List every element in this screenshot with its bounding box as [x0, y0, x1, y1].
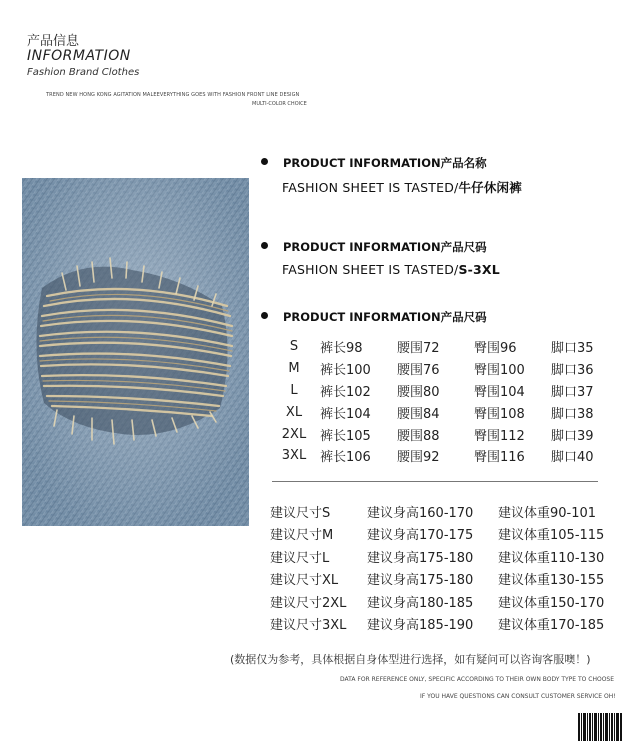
rec-weight: 建议体重105-115 [498, 528, 605, 544]
rec-height: 建议身高175-180 [367, 573, 474, 589]
rec-size: 建议尺寸XL [270, 573, 339, 589]
rec-height: 建议身高160-170 [367, 505, 474, 521]
service-note: IF YOU HAVE QUESTIONS CAN CONSULT CUSTOMER SERVICE OH! [420, 693, 616, 700]
table-row [268, 445, 611, 467]
size-label: M [288, 361, 300, 377]
length-cell: 裤长100 [320, 363, 371, 379]
rec-height: 建议身高180-185 [367, 595, 474, 611]
divider [272, 481, 598, 482]
waist-cell: 腰围92 [397, 450, 440, 466]
waist-cell: 腰围72 [397, 341, 440, 357]
table-row [270, 568, 618, 591]
header-title-en: INFORMATION [27, 48, 131, 64]
table-row [268, 358, 611, 380]
bullet-dot [261, 158, 268, 165]
table-row [270, 523, 618, 546]
length-cell: 裤长98 [320, 341, 363, 357]
hip-cell: 臀围112 [474, 428, 525, 444]
hem-cell: 脚口40 [551, 450, 594, 466]
header-tagline-2: MULTI-COLOR CHOICE [252, 101, 307, 107]
recommendation-table [270, 500, 618, 635]
table-row [270, 613, 618, 636]
hip-cell: 臀围96 [474, 341, 517, 357]
ripped-denim-photo [22, 178, 249, 526]
waist-cell: 腰围84 [397, 406, 440, 422]
product-size-heading: PRODUCT INFORMATION产品尺码 [283, 240, 487, 254]
size-label: L [290, 382, 298, 398]
rec-size: 建议尺寸L [270, 550, 330, 566]
length-cell: 裤长105 [320, 428, 371, 444]
table-row [268, 380, 611, 402]
bullet-dot [261, 312, 268, 319]
size-table [268, 336, 611, 467]
waist-cell: 腰围80 [397, 384, 440, 400]
length-cell: 裤长102 [320, 384, 371, 400]
rec-size: 建议尺寸S [270, 505, 331, 521]
rec-weight: 建议体重170-185 [498, 618, 605, 634]
bullet-dot [261, 242, 268, 249]
disclaimer-cn: (数据仅为参考，具体根据自身体型进行选择，如有疑问可以咨询客服噢！) [230, 653, 591, 666]
rec-size: 建议尺寸2XL [270, 595, 347, 611]
hem-cell: 脚口35 [551, 341, 594, 357]
rec-weight: 建议体重90-101 [498, 505, 597, 521]
rec-height: 建议身高175-180 [367, 550, 474, 566]
size-label: 3XL [281, 448, 307, 464]
header-tagline: TREND NEW HONG KONG AGITATION MALEEVERYTHING GOES WITH FASHION FRONT LINE DESIGN [46, 92, 300, 98]
table-row [268, 423, 611, 445]
product-name: FASHION SHEET IS TASTED/牛仔休闲裤 [282, 180, 522, 195]
hip-cell: 臀围116 [474, 450, 525, 466]
hem-cell: 脚口36 [551, 363, 594, 379]
rec-weight: 建议体重110-130 [498, 550, 605, 566]
size-table-heading: PRODUCT INFORMATION产品尺码 [283, 310, 487, 324]
size-label: XL [285, 404, 303, 420]
table-row [270, 545, 618, 568]
hem-cell: 脚口39 [551, 428, 594, 444]
product-size-value: S-3XL [458, 262, 500, 277]
length-cell: 裤长104 [320, 406, 371, 422]
size-label: 2XL [281, 426, 307, 442]
rec-size: 建议尺寸M [270, 528, 334, 544]
waist-cell: 腰围88 [397, 428, 440, 444]
hem-cell: 脚口38 [551, 406, 594, 422]
rec-weight: 建议体重150-170 [498, 595, 605, 611]
product-size: FASHION SHEET IS TASTED/S-3XL [282, 262, 500, 277]
waist-cell: 腰围76 [397, 363, 440, 379]
hip-cell: 臀围104 [474, 384, 525, 400]
size-label: S [289, 339, 299, 355]
header-title-cn: 产品信息 [27, 34, 80, 49]
table-row [268, 336, 611, 358]
table-row [270, 590, 618, 613]
product-name-value: 牛仔休闲裤 [458, 180, 522, 195]
hip-cell: 臀围108 [474, 406, 525, 422]
hem-cell: 脚口37 [551, 384, 594, 400]
rec-height: 建议身高185-190 [367, 618, 474, 634]
hip-cell: 臀围100 [474, 363, 525, 379]
product-name-heading: PRODUCT INFORMATION产品名称 [283, 156, 487, 170]
rec-height: 建议身高170-175 [367, 528, 474, 544]
disclaimer-en: DATA FOR REFERENCE ONLY, SPECIFIC ACCORDING TO THEIR OWN BODY TYPE TO CHOOSE [340, 676, 615, 683]
length-cell: 裤长106 [320, 450, 371, 466]
rec-weight: 建议体重130-155 [498, 573, 605, 589]
table-row [270, 500, 618, 523]
header-subtitle: Fashion Brand Clothes [27, 67, 140, 78]
table-row [268, 401, 611, 423]
barcode-icon [578, 713, 622, 741]
rec-size: 建议尺寸3XL [270, 618, 347, 634]
